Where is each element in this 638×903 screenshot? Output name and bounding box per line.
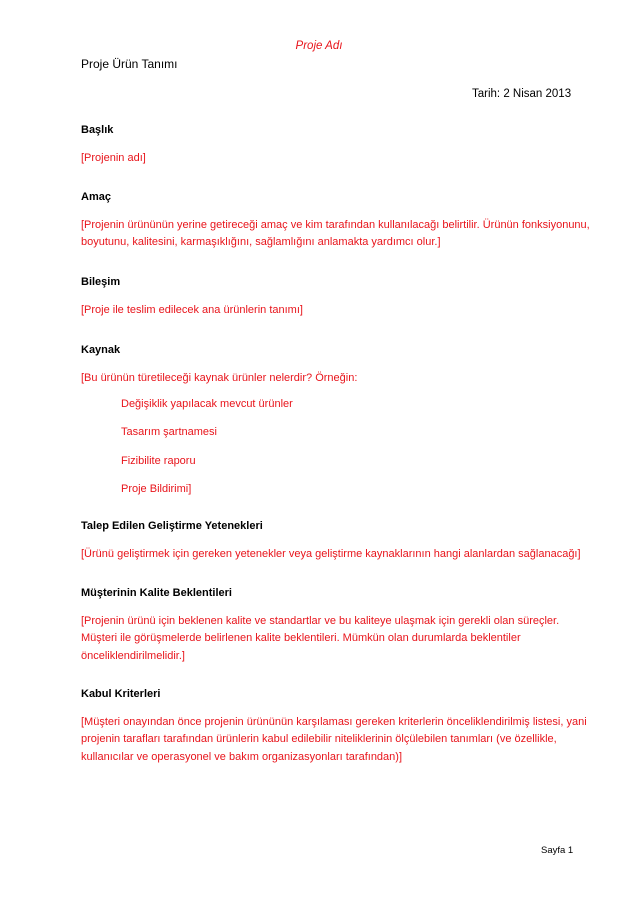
- section-heading-amac: Amaç: [81, 191, 111, 203]
- section-body-kabul-line3: kullanıcılar ve operasyonel ve bakım organizasyonları tarafından)]: [81, 750, 403, 763]
- section-body-kalite-line3: önceliklendirilmelidir.]: [81, 649, 185, 662]
- section-body-amac: [81, 217, 591, 252]
- kaynak-list-item-3: Fizibilite raporu: [121, 455, 196, 467]
- kaynak-list-item-1: Değişiklik yapılacak mevcut ürünler: [121, 398, 293, 410]
- section-heading-talep: Talep Edilen Geliştirme Yetenekleri: [81, 520, 263, 532]
- section-body-kalite: [81, 613, 591, 665]
- section-heading-bilesim: Bileşim: [81, 276, 121, 288]
- section-body-amac-line2: boyutunu, kalitesini, karmaşıklığını, sağlamlığını anlamakta yardımcı olur.]: [81, 236, 441, 249]
- section-body-bilesim: [Proje ile teslim edilecek ana ürünlerin tanımı]: [81, 304, 303, 316]
- section-heading-kaynak: Kaynak: [81, 344, 121, 356]
- section-body-baslik: [Projenin adı]: [81, 152, 146, 164]
- page-number: Sayfa 1: [541, 845, 574, 856]
- kaynak-list-item-4: Proje Bildirimi]: [121, 483, 192, 495]
- section-body-kaynak: [Bu ürünün türetileceği kaynak ürünler nelerdir? Örneğin:: [81, 372, 358, 384]
- section-body-kabul-line2: projenin tarafları tarafından ürünlerin kabul edilebilir niteliklerinin ölçülebilen tanımları (ve özellikle,: [81, 733, 557, 746]
- project-name-header: Proje Adı: [295, 40, 343, 52]
- section-body-amac-line1: [Projenin ürününün yerine getireceği amaç ve kim tarafından kullanılacağı belirtilir. Ürünün fonksiyonunu,: [81, 219, 590, 231]
- section-heading-kalite: Müşterinin Kalite Beklentileri: [81, 587, 232, 599]
- section-body-kalite-line2: Müşteri ile görüşmelerde belirlenen kalite beklentileri. Mümkün olan durumlarda beklentiler: [81, 632, 521, 645]
- document-date: Tarih: 2 Nisan 2013: [472, 88, 572, 100]
- section-body-kalite-line1: [Projenin ürünü için beklenen kalite ve standartlar ve bu kaliteye ulaşmak için gerekli olan süreçler.: [81, 615, 560, 627]
- section-heading-baslik: Başlık: [81, 124, 114, 136]
- document-title: Proje Ürün Tanımı: [81, 57, 178, 71]
- section-body-kabul: [81, 714, 591, 766]
- section-heading-kabul: Kabul Kriterleri: [81, 688, 161, 700]
- kaynak-list-item-2: Tasarım şartnamesi: [121, 426, 217, 438]
- section-body-talep: [Ürünü geliştirmek için gereken yetenekler veya geliştirme kaynaklarının hangi alanlardan sağlanacağı]: [81, 548, 581, 560]
- section-body-kabul-line1: [Müşteri onayından önce projenin ürününün karşılaması gereken kriterlerin önceliklendirilmiş listesi, yani: [81, 716, 587, 728]
